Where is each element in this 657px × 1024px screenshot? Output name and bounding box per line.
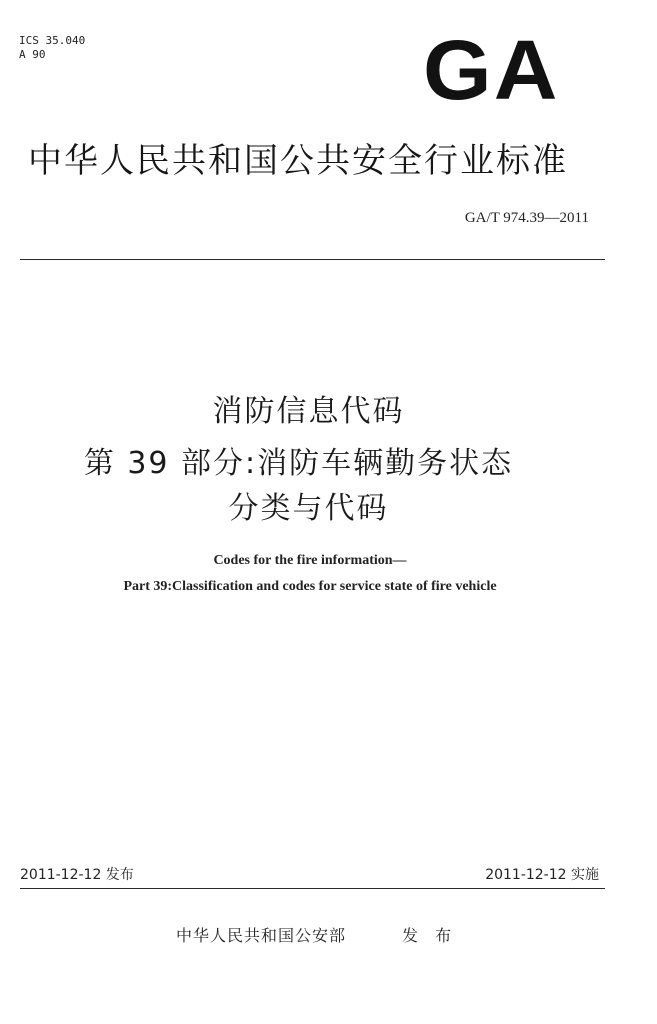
classification-codes bbox=[19, 34, 85, 62]
standard-number: GA/T 974.39—2011 bbox=[464, 210, 589, 226]
title-line-2: 第 39 部分:消防车辆勤务状态 bbox=[83, 446, 514, 481]
ics-code: ICS 35.040 bbox=[19, 34, 86, 47]
title-line-3: 分类与代码 bbox=[228, 491, 389, 526]
issue-label: 发 布 bbox=[402, 926, 458, 945]
ccs-code: A 90 bbox=[19, 48, 46, 61]
top-divider bbox=[20, 259, 605, 260]
issuing-authority: 中华人民共和国公安部 bbox=[176, 926, 347, 945]
title-line-1: 消防信息代码 bbox=[212, 394, 405, 429]
organization-title: 中华人民共和国公共安全行业标准 bbox=[28, 141, 568, 181]
issue-date: 2011-12-12 发布 bbox=[20, 867, 134, 883]
english-title-line-1: Codes for the fire information— bbox=[213, 553, 407, 568]
english-title-line-2: Part 39:Classification and codes for service state of fire vehicle bbox=[123, 579, 497, 594]
implementation-date: 2011-12-12 实施 bbox=[485, 867, 599, 883]
ga-logo: GA bbox=[423, 23, 560, 117]
bottom-divider bbox=[20, 888, 605, 889]
